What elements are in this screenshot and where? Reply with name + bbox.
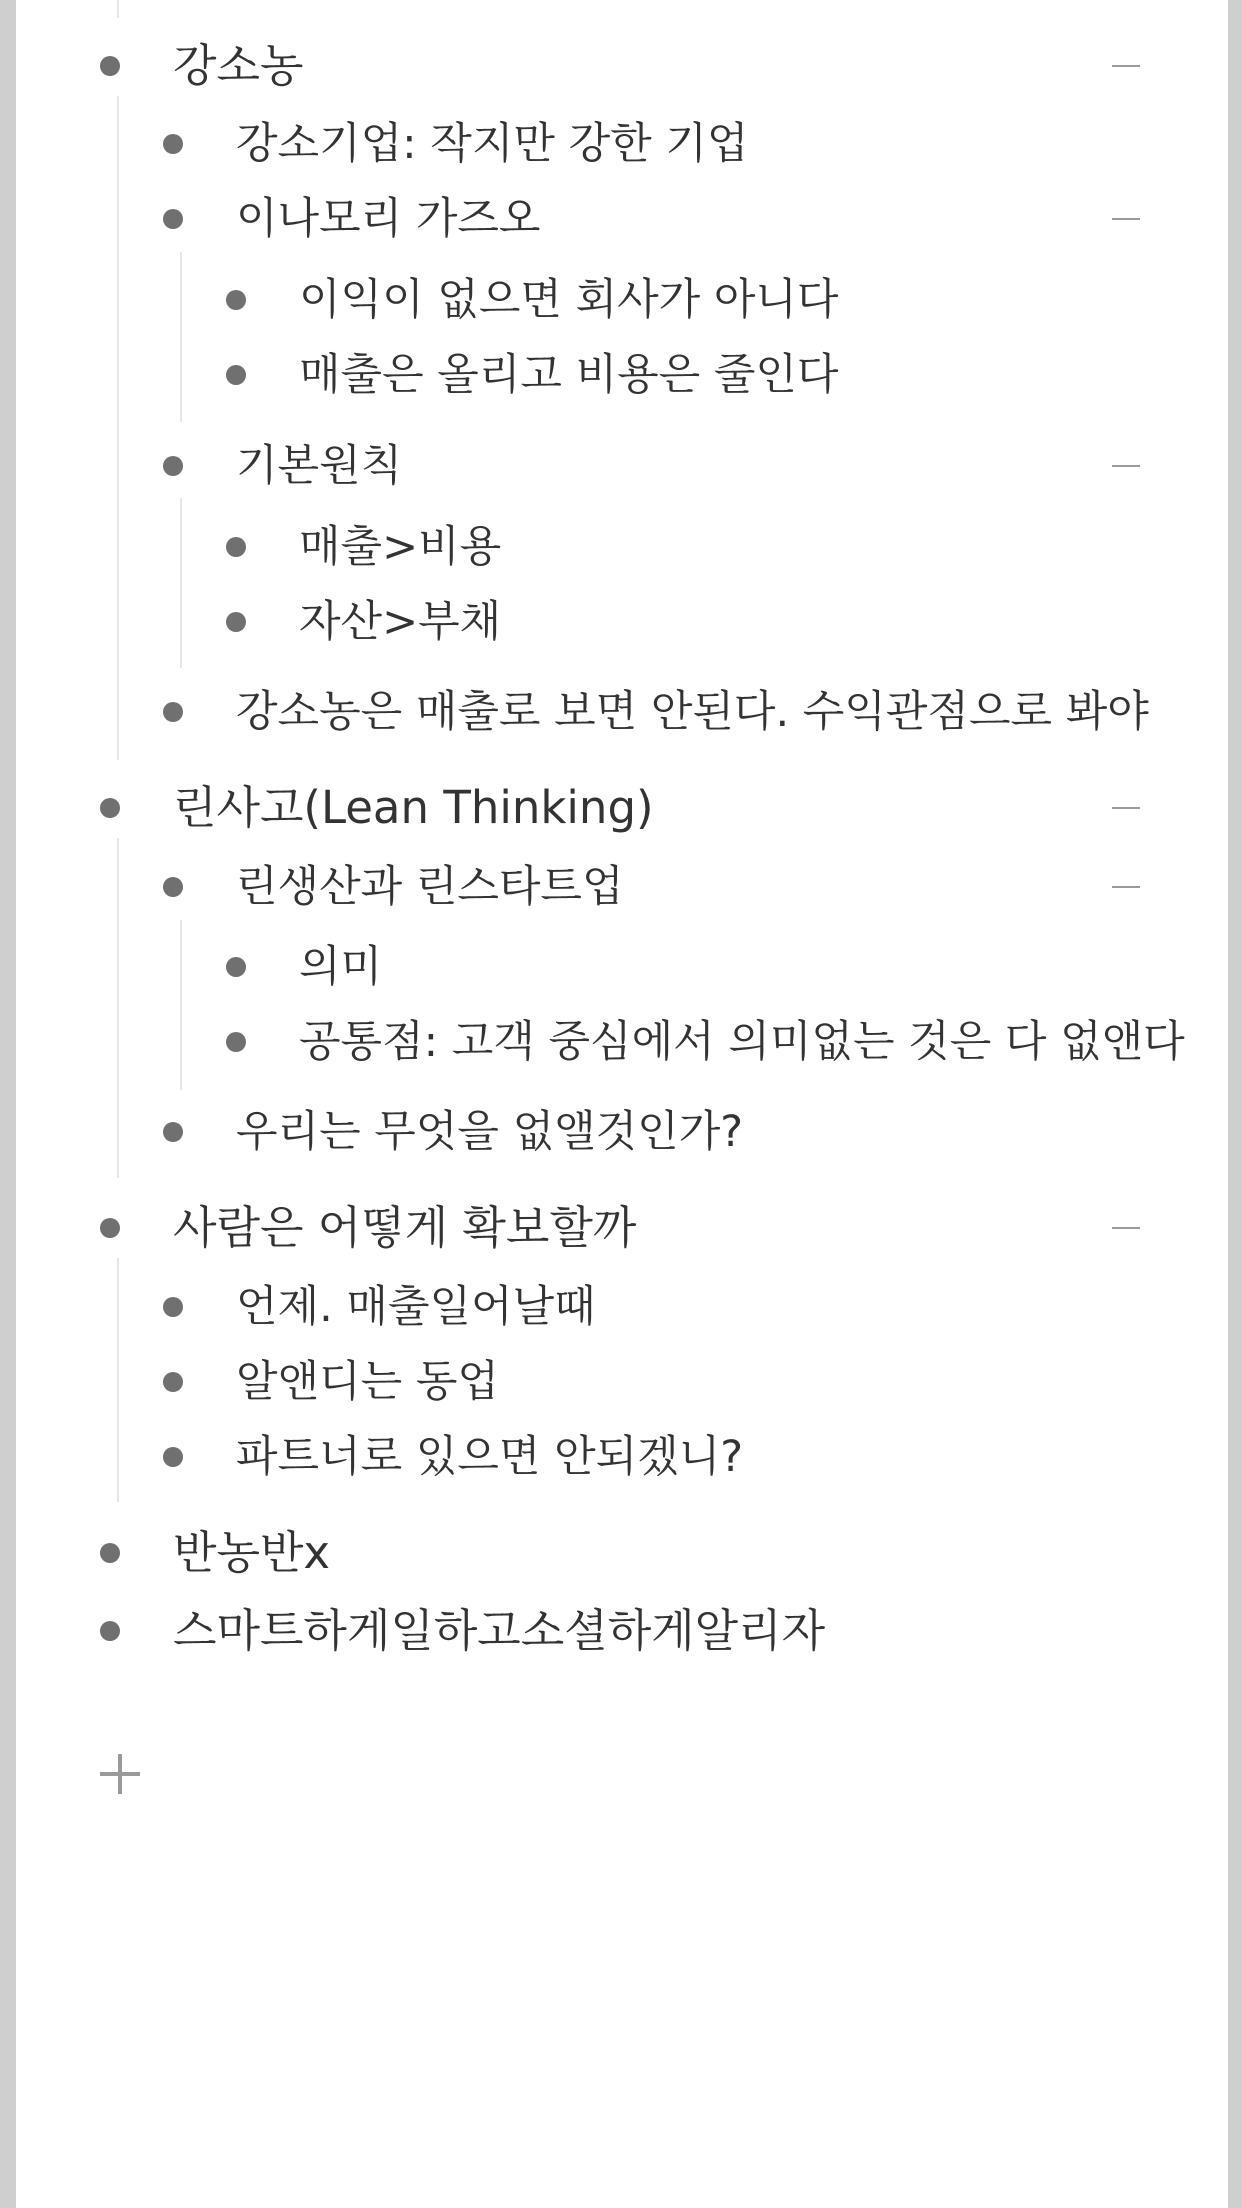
outline-item-text[interactable]: 이나모리 가즈오 (236, 194, 541, 244)
bullet-dot-icon[interactable] (226, 290, 246, 310)
bullet-dot-icon[interactable] (100, 798, 120, 818)
outline-item-text[interactable]: 기본원칙 (236, 441, 403, 491)
minus-collapse-icon[interactable] (1110, 450, 1142, 482)
outline-item-level-1[interactable] (0, 1344, 1242, 1420)
outline-item-level-2[interactable] (0, 262, 1242, 338)
bullet-dot-icon[interactable] (163, 1447, 183, 1467)
bullet-dot-icon[interactable] (163, 456, 183, 476)
bullet-dot-icon[interactable] (100, 56, 120, 76)
outline-item-text[interactable]: 알앤디는 동업 (236, 1357, 499, 1407)
minus-collapse-icon[interactable] (1110, 871, 1142, 903)
outline-item-text[interactable]: 강소농 (173, 39, 304, 92)
outline-item-level-2[interactable] (0, 1004, 1242, 1080)
outline-item-text[interactable]: 반농반x (173, 1526, 331, 1579)
outline-item-text[interactable]: 강소농은 매출로 보면 안된다. 수익관점으로 봐야 (236, 687, 1149, 737)
minus-collapse-icon[interactable] (1110, 1212, 1142, 1244)
outline-item-level-1[interactable] (0, 1094, 1242, 1170)
bullet-dot-icon[interactable] (226, 957, 246, 977)
bullet-dot-icon[interactable] (226, 612, 246, 632)
bullet-dot-icon[interactable] (163, 702, 183, 722)
outline-item-text[interactable]: 공통점: 고객 중심에서 의미없는 것은 다 없앤다 (299, 1017, 1185, 1067)
bullet-dot-icon[interactable] (226, 537, 246, 557)
outline-item-level-1[interactable] (0, 181, 1242, 257)
bullet-dot-icon[interactable] (100, 1543, 120, 1563)
outline-item-level-1[interactable] (0, 1419, 1242, 1495)
minus-collapse-icon[interactable] (1110, 792, 1142, 824)
outline-item-level-2[interactable] (0, 509, 1242, 585)
outline-item-level-0[interactable] (0, 1593, 1242, 1669)
minus-collapse-icon[interactable] (1110, 203, 1142, 235)
outline-item-text[interactable]: 우리는 무엇을 없앨것인가? (236, 1107, 744, 1157)
outline-item-level-0[interactable] (0, 1190, 1242, 1266)
outline-item-level-2[interactable] (0, 929, 1242, 1005)
outline-item-text[interactable]: 매출>비용 (299, 522, 502, 572)
outline-item-text[interactable]: 이익이 없으면 회사가 아니다 (299, 275, 839, 325)
outline-item-text[interactable]: 의미 (299, 942, 383, 992)
bullet-dot-icon[interactable] (100, 1218, 120, 1238)
outline-item-level-0[interactable] (0, 28, 1242, 104)
outline-item-level-1[interactable] (0, 1269, 1242, 1345)
minus-collapse-icon[interactable] (1110, 50, 1142, 82)
outline-item-text[interactable]: 자산>부채 (299, 597, 502, 647)
guide-line-continuation (117, 0, 119, 18)
outline-item-text[interactable]: 강소기업: 작지만 강한 기업 (236, 119, 749, 169)
add-item-button[interactable] (98, 1752, 142, 1796)
bullet-dot-icon[interactable] (100, 1621, 120, 1641)
bullet-dot-icon[interactable] (163, 877, 183, 897)
outline-item-level-1[interactable] (0, 674, 1242, 750)
outline-item-text[interactable]: 사람은 어떻게 확보할까 (173, 1201, 637, 1254)
bullet-dot-icon[interactable] (163, 209, 183, 229)
outline-item-level-0[interactable] (0, 1515, 1242, 1591)
outline-item-level-1[interactable] (0, 428, 1242, 504)
outline-item-text[interactable]: 스마트하게일하고소셜하게알리자 (173, 1604, 826, 1657)
outline-item-level-0[interactable] (0, 770, 1242, 846)
bullet-dot-icon[interactable] (226, 1032, 246, 1052)
outline-item-level-1[interactable] (0, 849, 1242, 925)
outline-item-text[interactable]: 린사고(Lean Thinking) (173, 781, 654, 834)
bullet-dot-icon[interactable] (163, 1297, 183, 1317)
outline-item-text[interactable]: 매출은 올리고 비용은 줄인다 (299, 350, 839, 400)
outline-item-level-2[interactable] (0, 337, 1242, 413)
outline-item-text[interactable]: 린생산과 린스타트업 (236, 862, 624, 912)
outline-item-text[interactable]: 언제. 매출일어날때 (236, 1282, 596, 1332)
outline-item-level-1[interactable] (0, 106, 1242, 182)
bullet-dot-icon[interactable] (163, 134, 183, 154)
bullet-dot-icon[interactable] (226, 365, 246, 385)
outline-item-text[interactable]: 파트너로 있으면 안되겠니? (236, 1432, 744, 1482)
outline-item-level-2[interactable] (0, 584, 1242, 660)
bullet-dot-icon[interactable] (163, 1122, 183, 1142)
bullet-dot-icon[interactable] (163, 1372, 183, 1392)
